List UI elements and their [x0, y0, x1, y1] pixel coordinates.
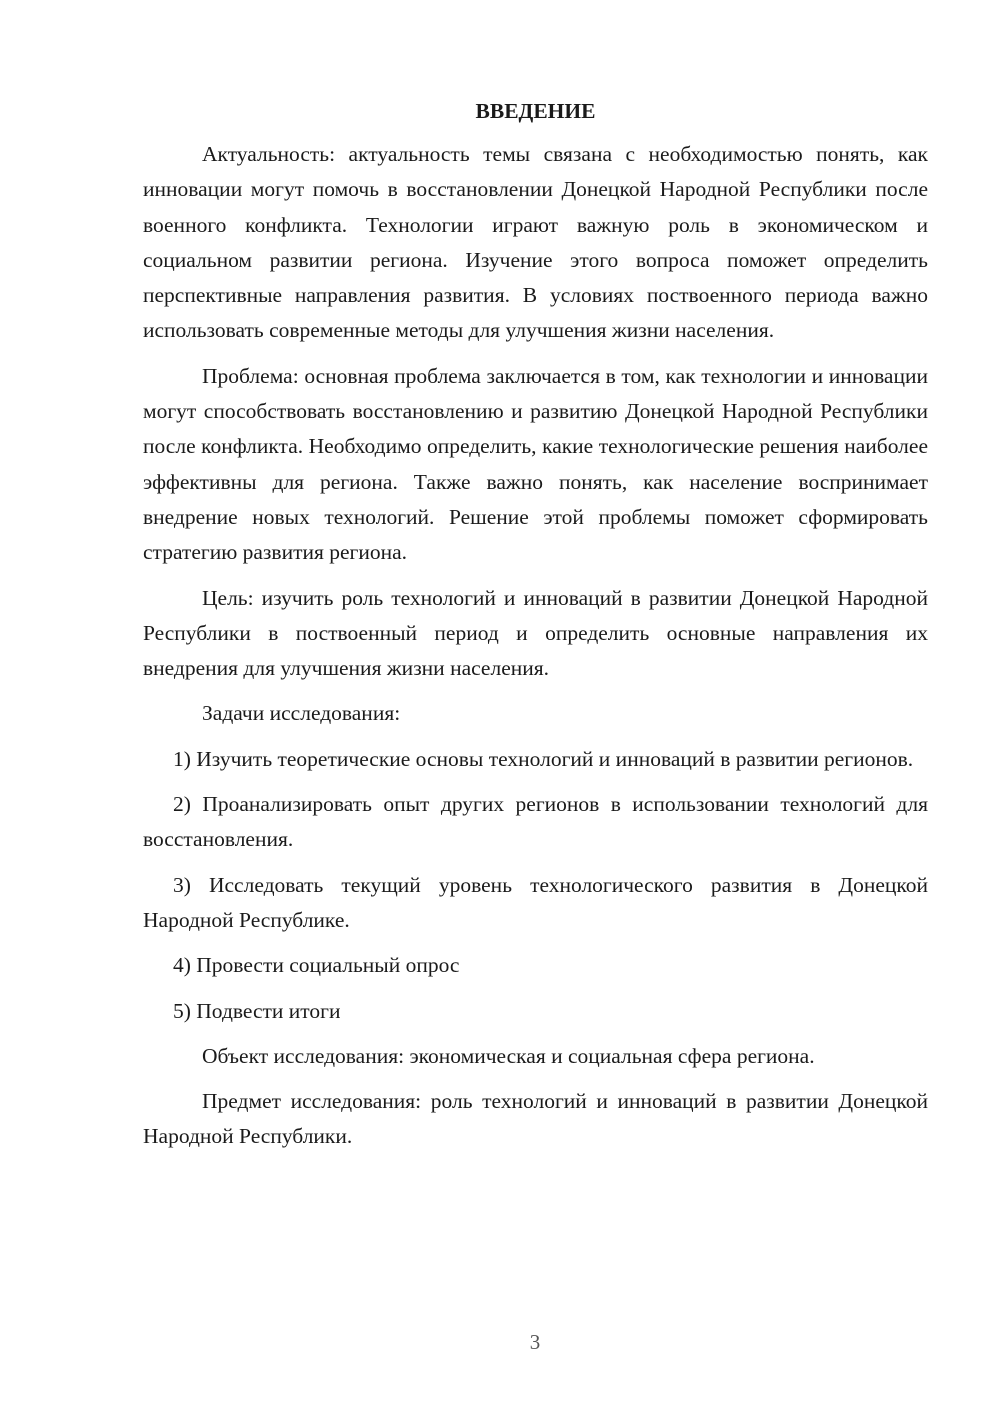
problem-paragraph: Проблема: основная проблема заключается в том, как технологии и инновации могут способствовать восстановлению и развитию Донецкой Народной Республики после конфликта. Необходимо определить, какие технологические решения наиболее эффективны для региона. Также важно понять, как население воспринимает внедрение новых технологий. Решение этой проблемы поможет сформировать стратегию развития региона.: [143, 363, 928, 565]
task-item-1: 1) Изучить теоретические основы технологий и инноваций в развитии регионов.: [173, 746, 914, 771]
task-item-5: 5) Подвести итоги: [173, 998, 341, 1023]
tasks-heading: Задачи исследования:: [202, 701, 401, 726]
goal-paragraph: Цель: изучить роль технологий и инноваций в развитии Донецкой Народной Республики в поствоенный период и определить основные направления их внедрения для улучшения жизни населения.: [143, 585, 928, 681]
object-paragraph: Объект исследования: экономическая и социальная сфера региона.: [202, 1043, 815, 1068]
task-item-2: 2) Проанализировать опыт других регионов в использовании технологий для восстановления.: [143, 792, 928, 852]
relevance-paragraph: Актуальность: актуальность темы связана с необходимостью понять, как инновации могут помочь в восстановлении Донецкой Народной Республики после военного конфликта. Технологии играют важную роль в экономическом и социальном развитии региона. Изучение этого вопроса поможет определить перспективные направления развития. В условиях поствоенного периода важно использовать современные методы для улучшения жизни населения.: [143, 142, 928, 343]
document-page: [143, 94, 928, 1165]
page-number: 3: [529, 1330, 541, 1354]
subject-paragraph: Предмет исследования: роль технологий и инноваций в развитии Донецкой Народной Республики.: [143, 1089, 928, 1149]
task-item-4: 4) Провести социальный опрос: [173, 953, 460, 978]
page-title: ВВЕДЕНИЕ: [475, 99, 596, 123]
task-item-3: 3) Исследовать текущий уровень технологического развития в Донецкой Народной Республике.: [143, 872, 928, 932]
